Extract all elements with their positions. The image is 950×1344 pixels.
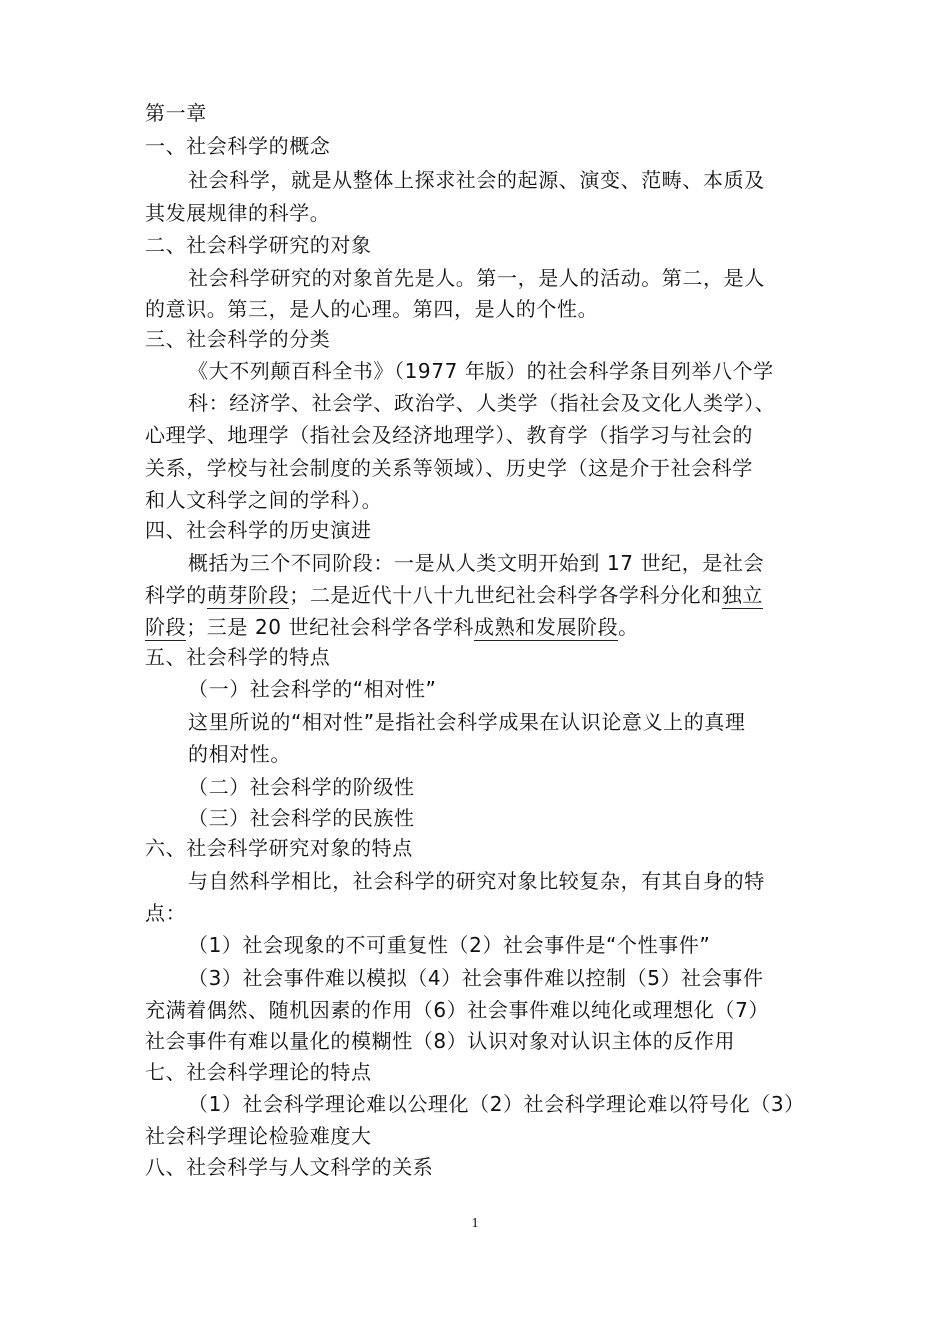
- paragraph-line: 点：: [145, 901, 187, 925]
- list-line: （1）社会现象的不可重复性（2）社会事件是“个性事件”: [188, 933, 711, 957]
- page-number: 1: [471, 1216, 479, 1231]
- paragraph-line: 与自然科学相比，社会科学的研究对象比较复杂，有其自身的特: [188, 869, 765, 893]
- paragraph-line: [145, 611, 639, 644]
- section-heading-4: 四、社会科学的历史演进: [145, 518, 372, 542]
- section-heading-1: 一、社会科学的概念: [145, 134, 331, 158]
- paragraph-line: 社会科学研究的对象首先是人。第一，是人的活动。第二，是人: [188, 266, 765, 290]
- section-heading-5: 五、社会科学的特点: [145, 645, 331, 669]
- section-heading-8: 八、社会科学与人文科学的关系: [145, 1155, 434, 1179]
- paragraph-line: 《大不列颠百科全书》（1977 年版）的社会科学条目列举八个学: [188, 359, 774, 383]
- paragraph-line: 关系，学校与社会制度的关系等领域）、历史学（这是介于社会科学: [145, 456, 753, 480]
- text-span: 科学的: [145, 583, 207, 607]
- underlined-phrase: 独立: [721, 583, 764, 607]
- section-heading-2: 二、社会科学研究的对象: [145, 233, 372, 257]
- list-line: （1）社会科学理论难以公理化（2）社会科学理论难以符号化（3）: [188, 1092, 805, 1116]
- paragraph-line: 这里所说的“相对性”是指社会科学成果在认识论意义上的真理: [188, 710, 746, 734]
- text-span: ；三是 20 世纪社会科学各学科: [186, 615, 474, 639]
- text-span: 。: [618, 615, 639, 639]
- chapter-title: 第一章: [145, 101, 207, 125]
- paragraph-line: 概括为三个不同阶段：一是从人类文明开始到 17 世纪，是社会: [188, 551, 765, 575]
- subsection-heading: （二）社会科学的阶级性: [188, 775, 415, 799]
- list-line: 充满着偶然、随机因素的作用（6）社会事件难以纯化或理想化（7）: [145, 998, 770, 1022]
- paragraph-line: 的相对性。: [188, 742, 291, 766]
- underlined-phrase: 萌芽阶段: [206, 583, 290, 607]
- paragraph-line: 科：经济学、社会学、政治学、人类学（指社会及文化人类学）、: [188, 391, 776, 415]
- subsection-heading: （三）社会科学的民族性: [188, 806, 415, 830]
- paragraph-line: 的意识。第三，是人的心理。第四，是人的个性。: [145, 297, 599, 321]
- list-line: 社会事件有难以量化的模糊性（8）认识对象对认识主体的反作用: [145, 1029, 736, 1053]
- section-heading-6: 六、社会科学研究对象的特点: [145, 836, 413, 860]
- section-heading-3: 三、社会科学的分类: [145, 327, 331, 351]
- underlined-phrase: 阶段: [145, 615, 187, 639]
- underlined-phrase: 成熟和发展阶段: [473, 615, 619, 639]
- paragraph-line: [145, 579, 763, 612]
- paragraph-line: 社会科学，就是从整体上探求社会的起源、演变、范畴、本质及: [188, 168, 765, 192]
- paragraph-line: 和人文科学之间的学科）。: [145, 488, 383, 512]
- text-span: ；二是近代十八十九世纪社会科学各学科分化和: [289, 583, 722, 607]
- subsection-heading: （一）社会科学的“相对性”: [188, 677, 437, 701]
- section-heading-7: 七、社会科学理论的特点: [145, 1060, 372, 1084]
- paragraph-line: 其发展规律的科学。: [145, 201, 331, 225]
- paragraph-line: 心理学、地理学（指社会及经济地理学）、教育学（指学习与社会的: [145, 423, 753, 447]
- list-line: 社会科学理论检验难度大: [145, 1124, 372, 1148]
- list-line: （3）社会事件难以模拟（4）社会事件难以控制（5）社会事件: [188, 966, 764, 990]
